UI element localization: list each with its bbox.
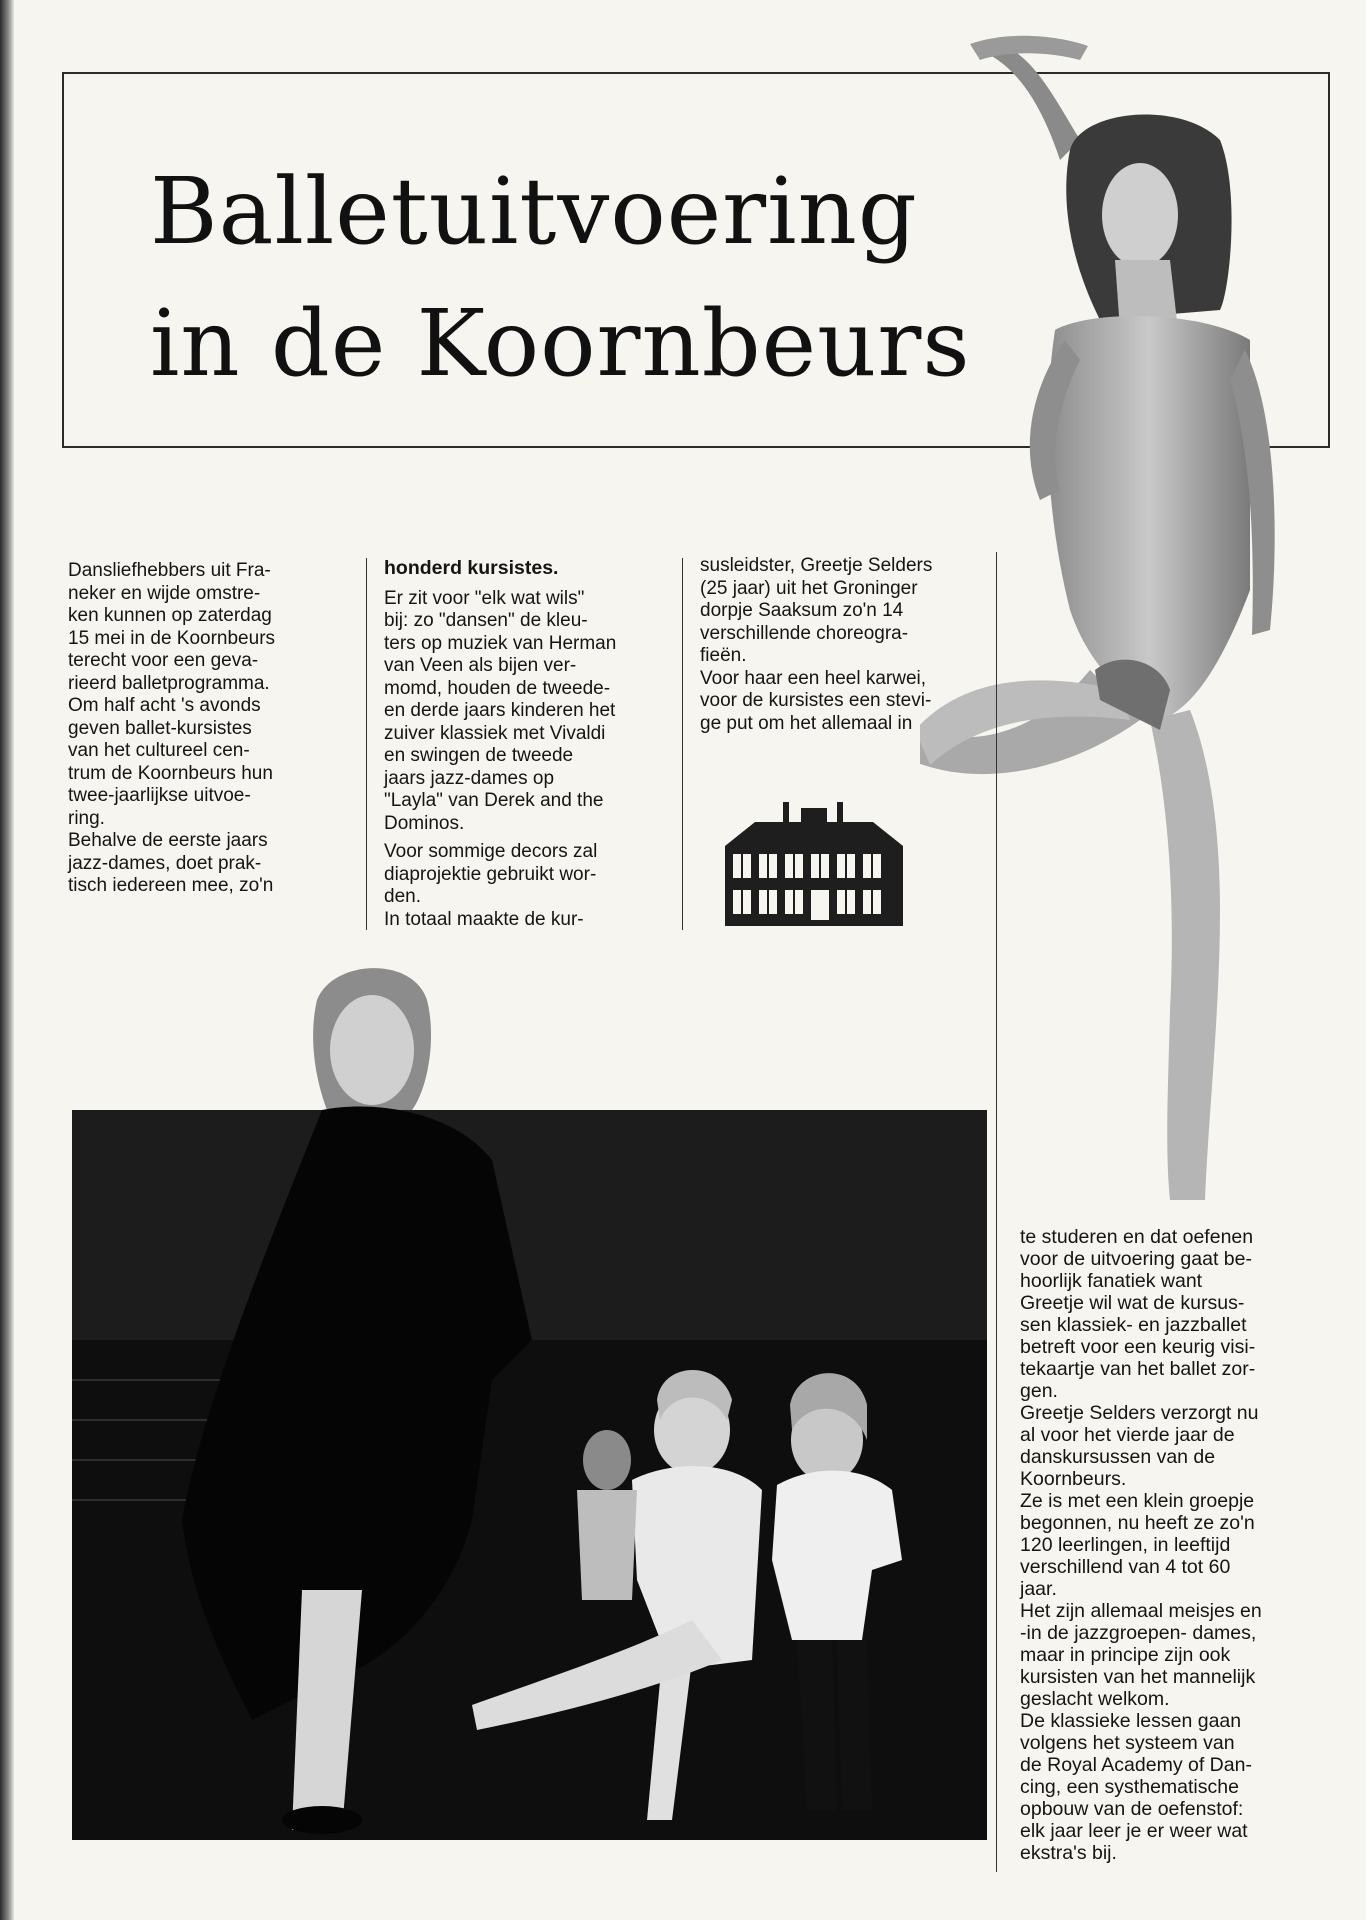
headline-line-1: Balletuitvoering bbox=[150, 158, 918, 265]
article-column-1 bbox=[68, 560, 348, 898]
text-line: cing, een systhematische bbox=[1020, 1776, 1239, 1798]
text-line: susleidster, Greetje Selders bbox=[700, 555, 933, 576]
column-rule bbox=[366, 558, 367, 930]
text-line: en swingen de tweede bbox=[384, 745, 574, 766]
text-line: sen klassiek- en jazzballet bbox=[1020, 1314, 1247, 1336]
text-line: jaar. bbox=[1020, 1578, 1057, 1600]
text-line: elk jaar leer je er weer wat bbox=[1020, 1820, 1248, 1842]
text-line: al voor het vierde jaar de bbox=[1020, 1424, 1235, 1446]
text-line: van het cultureel cen- bbox=[68, 740, 250, 761]
text-line: begonnen, nu heeft ze zo'n bbox=[1020, 1512, 1255, 1534]
article-column-2 bbox=[384, 557, 664, 931]
headline-line-2: in de Koornbeurs bbox=[150, 290, 971, 397]
text-line: tekaartje van het ballet zor- bbox=[1020, 1358, 1256, 1380]
text-line: gen. bbox=[1020, 1380, 1058, 1402]
text-line: en derde jaars kinderen het bbox=[384, 700, 616, 721]
text-line: te studeren en dat oefenen bbox=[1020, 1226, 1254, 1248]
text-line: jaars jazz-dames op bbox=[384, 767, 555, 789]
text-line: -in de jazzgroepen- dames, bbox=[1020, 1622, 1257, 1644]
text-line: verschillende choreogra- bbox=[700, 622, 909, 644]
text-line: bij: zo "dansen" de kleu- bbox=[384, 610, 588, 631]
text-line: Dominos. bbox=[384, 812, 465, 834]
text-line: diaprojektie gebruikt wor- bbox=[384, 863, 597, 885]
text-line: Het zijn allemaal meisjes en bbox=[1020, 1600, 1262, 1622]
text-line: den. bbox=[384, 886, 421, 907]
text-line: ters op muziek van Herman bbox=[384, 632, 617, 654]
text-line: de Royal Academy of Dan- bbox=[1020, 1754, 1252, 1776]
text-line: hoorlijk fanatiek want bbox=[1020, 1270, 1203, 1292]
article-column-3 bbox=[700, 555, 980, 735]
page-binding-edge bbox=[0, 0, 14, 1920]
text-line: momd, houden de tweede- bbox=[384, 677, 611, 699]
text-line: betreft voor een keurig visi- bbox=[1020, 1336, 1256, 1358]
text-line: "Layla" van Derek and the bbox=[384, 790, 604, 811]
text-line: trum de Koornbeurs hun bbox=[68, 762, 273, 784]
text-line: volgens het systeem van bbox=[1020, 1732, 1235, 1754]
ballet-class-photo bbox=[72, 960, 987, 1840]
text-line: Greetje Selders verzorgt nu bbox=[1020, 1402, 1259, 1424]
text-line: geven ballet-kursistes bbox=[68, 717, 252, 739]
text-line: twee-jaarlijkse uitvoe- bbox=[68, 785, 251, 806]
text-line: 120 leerlingen, in leeftijd bbox=[1020, 1534, 1231, 1556]
text-line: kursisten van het mannelijk bbox=[1020, 1666, 1256, 1688]
text-line: tisch iedereen mee, zo'n bbox=[68, 875, 274, 896]
text-line: (25 jaar) uit het Groninger bbox=[700, 577, 918, 599]
text-line: maar in principe zijn ook bbox=[1020, 1644, 1231, 1666]
text-line: voor de uitvoering gaat be- bbox=[1020, 1248, 1252, 1270]
text-line: terecht voor een geva- bbox=[68, 650, 259, 671]
text-line: honderd kursistes. bbox=[384, 557, 559, 579]
text-line: De klassieke lessen gaan bbox=[1020, 1710, 1242, 1732]
text-line: Voor sommige decors zal bbox=[384, 841, 598, 862]
text-line: fieën. bbox=[700, 645, 747, 666]
text-line: verschillend van 4 tot 60 bbox=[1020, 1556, 1231, 1578]
text-line: danskursussen van de bbox=[1020, 1446, 1216, 1468]
text-line: Dansliefhebbers uit Fra- bbox=[68, 560, 271, 581]
text-line: opbouw van de oefenstof: bbox=[1020, 1798, 1244, 1820]
text-line: Greetje wil wat de kursus- bbox=[1020, 1292, 1245, 1314]
text-line: van Veen als bijen ver- bbox=[384, 655, 577, 676]
text-line: neker en wijde omstre- bbox=[68, 582, 261, 604]
paragraph-gap bbox=[384, 580, 664, 588]
text-line: rieerd balletprogramma. bbox=[68, 672, 270, 694]
koornbeurs-building-logo bbox=[725, 800, 903, 926]
text-line: ken kunnen op zaterdag bbox=[68, 605, 272, 626]
text-line: ring. bbox=[68, 807, 105, 829]
text-line: In totaal maakte de kur- bbox=[384, 908, 584, 930]
text-line: jazz-dames, doet prak- bbox=[68, 852, 262, 874]
text-line: Behalve de eerste jaars bbox=[68, 830, 268, 851]
text-line: zuiver klassiek met Vivaldi bbox=[384, 722, 606, 744]
text-line: ge put om het allemaal in bbox=[700, 712, 913, 734]
text-line: Koornbeurs. bbox=[1020, 1468, 1127, 1490]
text-line: dorpje Saaksum zo'n 14 bbox=[700, 600, 904, 621]
article-column-4 bbox=[1020, 1226, 1316, 1864]
text-line: 15 mei in de Koornbeurs bbox=[68, 627, 276, 649]
text-line: geslacht welkom. bbox=[1020, 1688, 1170, 1710]
column-rule bbox=[682, 558, 683, 930]
text-line: Er zit voor "elk wat wils" bbox=[384, 587, 585, 609]
column-rule bbox=[996, 552, 997, 1872]
text-line: Om half acht 's avonds bbox=[68, 695, 261, 716]
text-line: voor de kursistes een stevi- bbox=[700, 690, 932, 711]
text-line: ekstra's bij. bbox=[1020, 1842, 1117, 1864]
text-line: Voor haar een heel karwei, bbox=[700, 667, 927, 689]
text-line: Ze is met een klein groepje bbox=[1020, 1490, 1255, 1512]
